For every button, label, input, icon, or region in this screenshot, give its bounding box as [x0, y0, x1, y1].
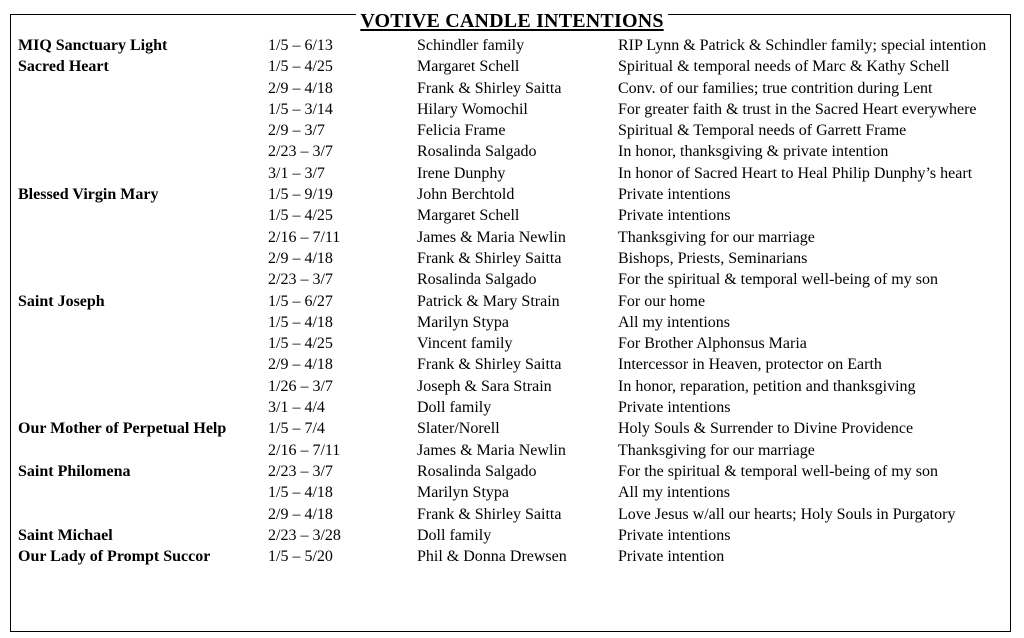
date-range: 1/5 – 9/19 — [268, 186, 333, 204]
intention-text: In honor of Sacred Heart to Heal Philip Dunphy’s heart — [618, 164, 973, 182]
date-range: 2/9 – 4/18 — [268, 356, 333, 374]
table-row — [18, 78, 1008, 99]
saint-name: Saint Michael — [18, 526, 113, 544]
date-range: 2/16 – 7/11 — [268, 441, 341, 459]
date-range: 3/1 – 3/7 — [268, 164, 325, 182]
intention-text: Bishops, Priests, Seminarians — [618, 249, 808, 267]
date-range: 2/9 – 3/7 — [268, 122, 325, 140]
table-row — [18, 56, 1008, 77]
donor-name: Felicia Frame — [417, 122, 506, 140]
donor-name: Rosalinda Salgado — [417, 271, 537, 289]
donor-name: James & Maria Newlin — [417, 441, 566, 459]
date-range: 2/23 – 3/28 — [268, 526, 341, 544]
intention-text: Thanksgiving for our marriage — [618, 441, 815, 459]
table-row — [18, 99, 1008, 120]
date-range: 2/9 – 4/18 — [268, 505, 333, 523]
table-row — [18, 184, 1008, 205]
table-row — [18, 397, 1008, 418]
table-row — [18, 205, 1008, 226]
table-row — [18, 504, 1008, 525]
donor-name: James & Maria Newlin — [417, 228, 566, 246]
intention-text: Spiritual & Temporal needs of Garrett Frame — [618, 122, 907, 140]
date-range: 2/9 – 4/18 — [268, 79, 333, 97]
date-range: 2/16 – 7/11 — [268, 228, 341, 246]
donor-name: Doll family — [417, 526, 492, 544]
intention-text: For our home — [618, 292, 706, 310]
page-title — [0, 10, 1024, 32]
date-range: 2/23 – 3/7 — [268, 462, 333, 480]
intention-text: Private intentions — [618, 207, 731, 225]
date-range: 1/5 – 3/14 — [268, 100, 333, 118]
intention-text: For Brother Alphonsus Maria — [618, 335, 807, 353]
date-range: 1/5 – 6/27 — [268, 292, 333, 310]
date-range: 1/5 – 4/25 — [268, 335, 333, 353]
donor-name: Marilyn Stypa — [417, 484, 509, 502]
intention-text: Thanksgiving for our marriage — [618, 228, 815, 246]
intentions-table — [18, 35, 1008, 567]
donor-name: Patrick & Mary Strain — [417, 292, 560, 310]
table-row — [18, 35, 1008, 56]
table-row — [18, 269, 1008, 290]
intention-text: All my intentions — [618, 484, 730, 502]
donor-name: Doll family — [417, 399, 492, 417]
table-row — [18, 461, 1008, 482]
date-range: 1/5 – 7/4 — [268, 420, 325, 438]
intention-text: In honor, thanksgiving & private intention — [618, 143, 889, 161]
saint-name: MIQ Sanctuary Light — [18, 37, 168, 54]
donor-name: Irene Dunphy — [417, 164, 506, 182]
intention-text: For greater faith & trust in the Sacred Heart everywhere — [618, 100, 977, 118]
donor-name: Rosalinda Salgado — [417, 462, 537, 480]
donor-name: Vincent family — [417, 335, 513, 353]
donor-name: Rosalinda Salgado — [417, 143, 537, 161]
intention-text: All my intentions — [618, 313, 730, 331]
saint-name: Saint Philomena — [18, 462, 131, 480]
donor-name: Frank & Shirley Saitta — [417, 249, 562, 267]
date-range: 3/1 – 4/4 — [268, 399, 325, 417]
intention-text: In honor, reparation, petition and thanksgiving — [618, 377, 916, 395]
table-row — [18, 227, 1008, 248]
saint-name: Our Mother of Perpetual Help — [18, 420, 227, 438]
intention-text: For the spiritual & temporal well-being of my son — [618, 271, 938, 289]
table-row — [18, 141, 1008, 162]
donor-name: Frank & Shirley Saitta — [417, 505, 562, 523]
donor-name: Joseph & Sara Strain — [417, 377, 552, 395]
date-range: 1/5 – 4/25 — [268, 207, 333, 225]
intention-text: Private intentions — [618, 399, 731, 417]
saint-name: Sacred Heart — [18, 58, 109, 76]
date-range: 1/5 – 4/18 — [268, 313, 333, 331]
table-row — [18, 163, 1008, 184]
table-row — [18, 440, 1008, 461]
intention-text: For the spiritual & temporal well-being of my son — [618, 462, 938, 480]
intention-text: Private intentions — [618, 186, 731, 204]
intention-text: Conv. of our families; true contrition during Lent — [618, 79, 933, 97]
table-row — [18, 376, 1008, 397]
table-row — [18, 248, 1008, 269]
intention-text: Private intentions — [618, 526, 731, 544]
date-range: 1/5 – 4/25 — [268, 58, 333, 76]
donor-name: Frank & Shirley Saitta — [417, 356, 562, 374]
intention-text: Holy Souls & Surrender to Divine Providence — [618, 420, 914, 438]
donor-name: Hilary Womochil — [417, 100, 528, 118]
donor-name: Margaret Schell — [417, 207, 520, 225]
intention-text: Intercessor in Heaven, protector on Earth — [618, 356, 882, 374]
date-range: 1/26 – 3/7 — [268, 377, 333, 395]
intention-text: RIP Lynn & Patrick & Schindler family; special intention — [618, 37, 987, 54]
donor-name: Schindler family — [417, 37, 525, 54]
donor-name: Phil & Donna Drewsen — [417, 548, 567, 566]
donor-name: Slater/Norell — [417, 420, 500, 438]
page-title-text: VOTIVE CANDLE INTENTIONS — [356, 10, 667, 32]
date-range: 1/5 – 6/13 — [268, 37, 333, 54]
date-range: 2/23 – 3/7 — [268, 143, 333, 161]
donor-name: John Berchtold — [417, 186, 515, 204]
table-row — [18, 354, 1008, 375]
table-row — [18, 333, 1008, 354]
saint-name: Blessed Virgin Mary — [18, 186, 159, 204]
donor-name: Marilyn Stypa — [417, 313, 509, 331]
intention-text: Spiritual & temporal needs of Marc & Kathy Schell — [618, 58, 950, 76]
table-row — [18, 120, 1008, 141]
table-row — [18, 291, 1008, 312]
donor-name: Frank & Shirley Saitta — [417, 79, 562, 97]
intention-text: Private intention — [618, 548, 725, 566]
date-range: 2/23 – 3/7 — [268, 271, 333, 289]
date-range: 2/9 – 4/18 — [268, 249, 333, 267]
date-range: 1/5 – 4/18 — [268, 484, 333, 502]
intention-text: Love Jesus w/all our hearts; Holy Souls in Purgatory — [618, 505, 956, 523]
table-row — [18, 312, 1008, 333]
date-range: 1/5 – 5/20 — [268, 548, 333, 566]
table-row — [18, 546, 1008, 567]
table-row — [18, 482, 1008, 503]
saint-name: Our Lady of Prompt Succor — [18, 548, 211, 566]
table-row — [18, 418, 1008, 439]
donor-name: Margaret Schell — [417, 58, 520, 76]
table-row — [18, 525, 1008, 546]
saint-name: Saint Joseph — [18, 292, 105, 310]
